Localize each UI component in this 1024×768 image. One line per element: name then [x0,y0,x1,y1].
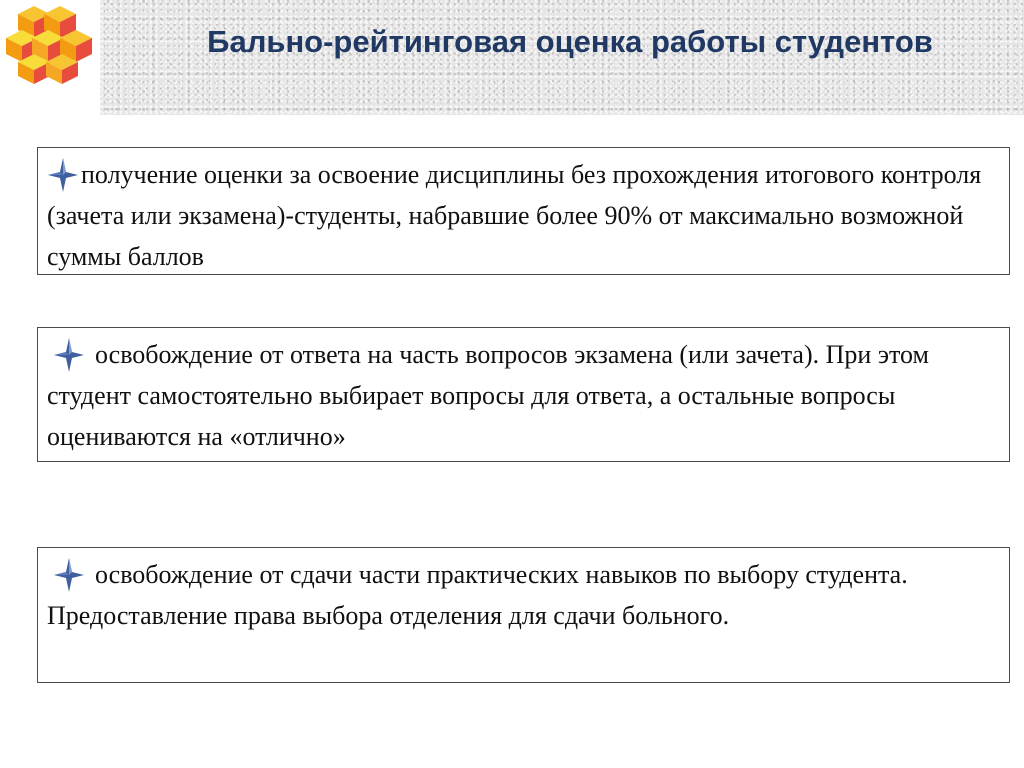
cube-logo-icon [4,4,98,86]
list-item [37,327,1010,462]
list-item [37,147,1010,275]
list-item-text: получение оценки за освоение дисциплины без прохождения итогового контроля (зачета или экзамена)-студенты, набравшие более 90% от максимально возможной суммы баллов [47,160,982,271]
star-bullet-icon [53,557,85,593]
list-item [37,547,1010,683]
list-item-text: освобождение от сдачи части практических навыков по выбору студента. Предоставление права выбора отделения для сдачи больного. [47,560,908,630]
list-item-text: освобождение от ответа на часть вопросов экзамена (или зачета). При этом студент самостоятельно выбирает вопросы для ответа, а остальные вопросы оцениваются на «отлично» [47,340,929,451]
list-item-text-wrap [47,560,908,630]
star-bullet-icon [53,337,85,373]
star-bullet-icon [47,157,79,193]
slide-title: Бально-рейтинговая оценка работы студентов [207,24,933,59]
